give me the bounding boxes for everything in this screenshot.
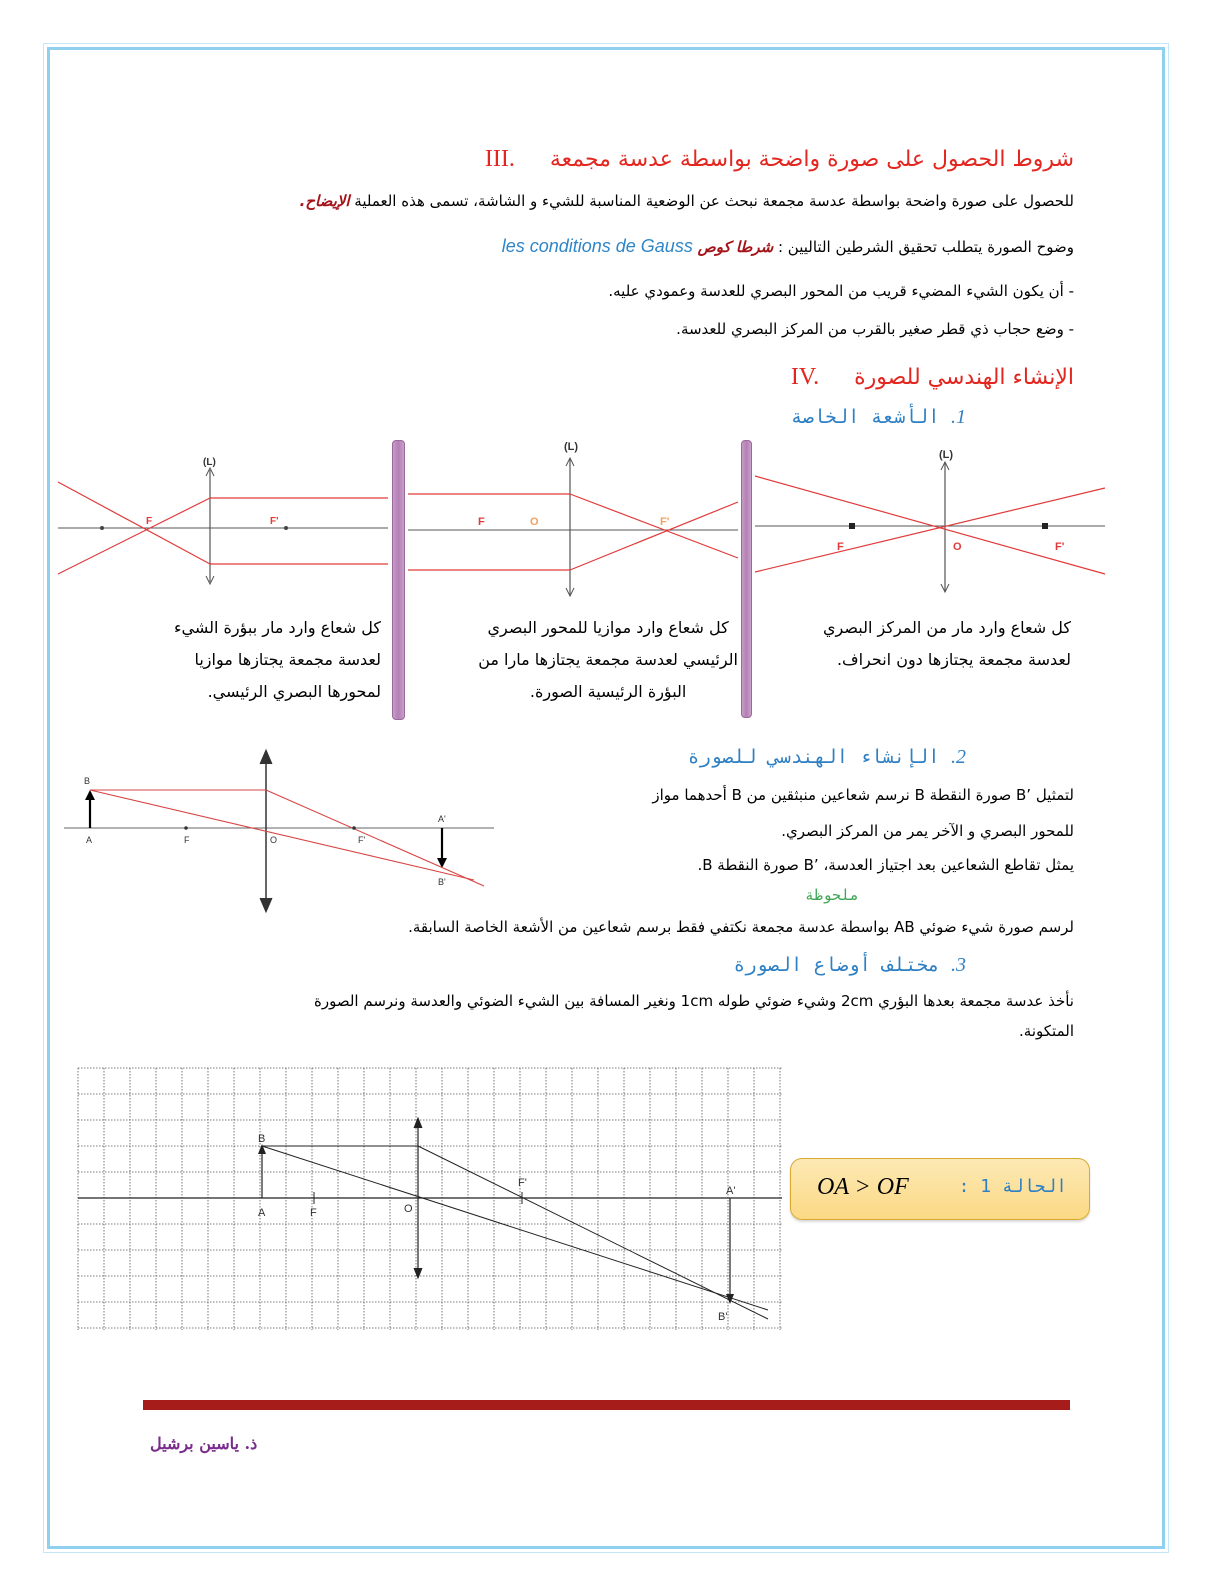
gauss-term-ar: شرطا كوص xyxy=(697,238,774,256)
case-1-box xyxy=(790,1158,1090,1220)
point-aprime-label: A' xyxy=(726,1185,736,1197)
section4-number: IV. xyxy=(790,364,820,390)
gauss-term-fr: les conditions de Gauss xyxy=(501,236,693,256)
lens-label: (L) xyxy=(939,449,954,461)
sub2-title: الإنشاء الهندسي للصورة xyxy=(687,746,940,768)
section4-title: الإنشاء الهندسي للصورة xyxy=(854,365,1074,390)
ray-figure-parallel xyxy=(408,436,738,606)
footer-bar xyxy=(143,1400,1070,1410)
point-o-label: O xyxy=(270,835,278,845)
rays xyxy=(408,494,738,570)
point-bprime-label: B' xyxy=(438,877,446,887)
caption-focus-line: كل شعاع وارد مار ببؤرة الشيء xyxy=(173,618,381,637)
rays xyxy=(755,476,1105,574)
focus-f-label: F xyxy=(478,516,485,528)
center-o-label: O xyxy=(530,516,539,528)
sub1-number: 1. xyxy=(951,406,966,428)
point-fprime-label: F' xyxy=(518,1177,527,1189)
lens-label: (L) xyxy=(564,441,579,453)
grid-construction-figure xyxy=(78,1068,782,1330)
point-o-label: O xyxy=(404,1203,413,1215)
sub3-heading xyxy=(734,954,966,977)
point-fprime-label: F' xyxy=(358,835,366,845)
point-b-label: B xyxy=(84,776,91,786)
caption-center xyxy=(823,612,1071,676)
point-f-label: F xyxy=(184,835,190,845)
caption-parallel-line: كل شعاع وارد موازيا للمحور البصري xyxy=(487,618,729,637)
case-condition: OA > OF xyxy=(817,1174,909,1200)
point-b-label: B xyxy=(258,1133,266,1145)
author-name: ذ. ياسين برشيل xyxy=(150,1434,258,1453)
focus-fprime-label: F' xyxy=(1055,541,1065,553)
construction-rays xyxy=(90,790,484,886)
sub1-title: الأشعة الخاصة xyxy=(790,406,940,428)
sub1-heading xyxy=(791,406,966,429)
sub3-title: مختلف أوضاع الصورة xyxy=(733,954,940,976)
divider-right xyxy=(741,440,752,718)
point-a-label: A xyxy=(86,835,93,845)
intro-text: للحصول على صورة واضحة بواسطة عدسة مجمعة نبحث عن الوضعية المناسبة للشيء و الشاشة، تسمى هذه العملية xyxy=(354,192,1074,210)
point-f-label: F xyxy=(310,1207,317,1219)
focus-fprime-label: F' xyxy=(660,516,670,528)
section3-intro xyxy=(300,192,1074,210)
sub2-heading xyxy=(688,746,966,769)
center-o-label: O xyxy=(953,541,962,553)
sub3-line-1: نأخذ عدسة مجمعة بعدها البؤري 2cm وشيء ضوئي طوله 1cm ونغير المسافة بين الشيء الضوئي والعدسة ونرسم الصورة xyxy=(313,992,1074,1010)
caption-focus xyxy=(174,612,381,708)
caption-parallel-line: الرئيسي لعدسة مجمعة يجتازها مارا من xyxy=(478,650,738,669)
divider-left xyxy=(392,440,405,720)
sub3-number: 3. xyxy=(951,954,966,976)
caption-center-line: كل شعاع وارد مار من المركز البصري xyxy=(823,618,1071,637)
section3-number: III. xyxy=(484,146,515,172)
sub2-line-2: للمحور البصري و الآخر يمر من المركز البصري. xyxy=(781,822,1074,840)
sub2-line-3: يمثل تقاطع الشعاعين بعد اجتياز العدسة، ’B صورة النقطة B. xyxy=(697,856,1074,874)
case-label: الحالة 1 : xyxy=(958,1176,1067,1197)
caption-focus-line: لعدسة مجمعة يجتازها موازيا xyxy=(194,650,381,669)
construction-figure xyxy=(64,744,494,914)
caption-center-line: لعدسة مجمعة يجتازها دون انحراف. xyxy=(836,650,1071,669)
caption-focus-line: لمحورها البصري الرئيسي. xyxy=(207,682,381,701)
focus-f-label: F xyxy=(837,541,844,553)
grid-lines xyxy=(78,1068,782,1330)
note-title: ملحوظة xyxy=(804,886,859,904)
sub2-line-1: لتمثيل ’B صورة النقطة B نرسم شعاعين منبثقين من B أحدهما مواز xyxy=(652,786,1074,804)
sub3-line-2: المتكونة. xyxy=(1019,1022,1074,1040)
focus-fprime-label: F' xyxy=(270,516,279,527)
condition-1: - أن يكون الشيء المضيء قريب من المحور البصري للعدسة وعمودي عليه. xyxy=(608,282,1074,300)
point-aprime-label: A' xyxy=(438,814,446,824)
lens-label: (L) xyxy=(203,457,216,468)
point-bprime-label: B' xyxy=(718,1311,728,1323)
gauss-line xyxy=(502,236,1074,257)
section3-title: شروط الحصول على صورة واضحة بواسطة عدسة مجمعة xyxy=(549,147,1074,172)
focus-f-label: F xyxy=(146,516,153,527)
condition-2: - وضع حجاب ذي قطر صغير بالقرب من المركز البصري للعدسة. xyxy=(676,320,1074,338)
caption-parallel xyxy=(478,612,738,708)
ray-figure-focus xyxy=(58,452,388,592)
gauss-text: وضوح الصورة يتطلب تحقيق الشرطين التاليين : xyxy=(777,238,1074,256)
section4-heading xyxy=(791,364,1074,391)
caption-parallel-line: البؤرة الرئيسية الصورة. xyxy=(529,682,687,701)
note-text: لرسم صورة شيء ضوئي AB بواسطة عدسة مجمعة نكتفي فقط برسم شعاعين من الأشعة الخاصة السابقة. xyxy=(408,918,1074,936)
intro-term: الإيضاح. xyxy=(299,192,350,210)
section3-heading xyxy=(485,146,1074,173)
sub2-number: 2. xyxy=(951,746,966,768)
ray-figure-center xyxy=(755,446,1105,596)
point-a-label: A xyxy=(258,1207,266,1219)
